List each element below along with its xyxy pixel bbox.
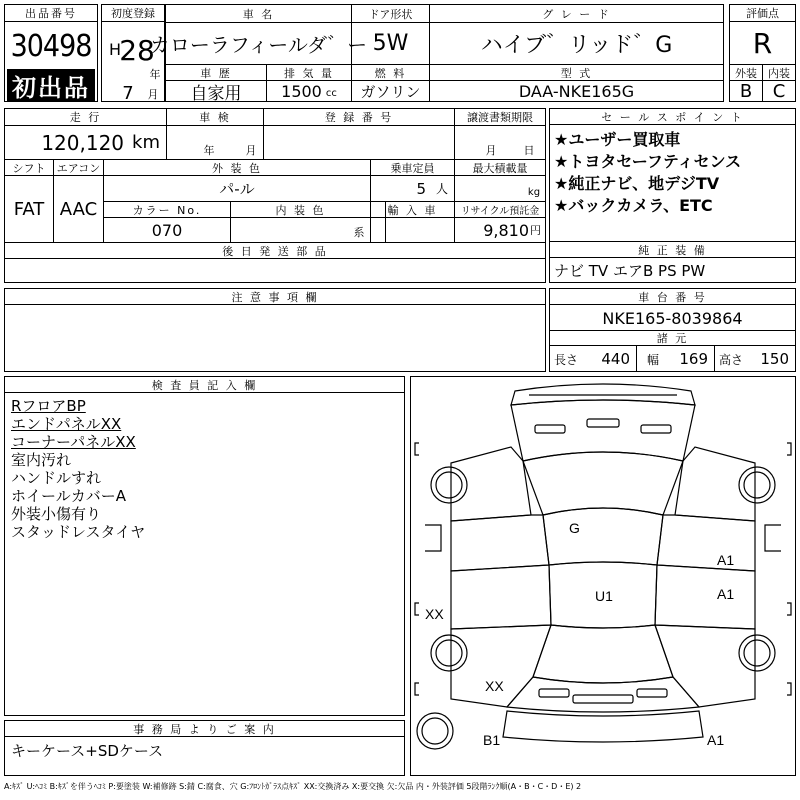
ext-grade-label: 外装 [735,66,757,80]
sales-points-label: セ ー ル ス ポ イ ン ト [550,109,795,125]
lot-number-label: 出品番号 [5,5,97,22]
capacity-label: 乗車定員 [390,161,435,175]
ext-grade: B [739,81,753,102]
later-parts-label: 後 日 発 送 部 品 [222,244,328,258]
registration-year: 28 [119,33,155,67]
model-label: 型 式 [560,66,593,80]
height-label: 高さ [719,352,744,367]
car-name-label: 車 名 [242,7,275,21]
shift-label: シフト [12,161,46,175]
score-box [729,4,796,102]
inspector-note: RフロアBP [11,397,86,415]
chassis-label: 車 台 番 号 [550,289,795,305]
damage-mark-rear-bumper-right: A1 [707,732,725,748]
recycle-value: 9,810 [483,220,529,240]
capacity [371,176,454,201]
transfer-label: 譲渡書類期限 [467,111,533,124]
grade-label: グ レ ー ド [542,7,611,21]
inspector-note: スタッドレスタイヤ [11,523,146,541]
inspector-note: ホイールカバーA [11,487,126,505]
registration-era: H [108,39,122,59]
inspector-note: 室内汚れ [11,451,72,469]
fuel-label: 燃 料 [374,66,407,80]
import-label: 輸 入 車 [387,203,438,217]
inspector-box [4,376,405,716]
length-value: 440 [601,350,630,368]
capacity-value: 5 [416,179,426,198]
sales-points-box [549,108,796,283]
car-name: カローラフィールダ゛ー [149,33,368,57]
dims-label: 諸 元 [550,330,795,346]
damage-mark-right-rear-door: A1 [717,586,735,602]
first-listing-badge: 初出品 [7,69,95,101]
office-note: キーケース+SDケース [11,741,164,760]
registration-month-unit: 月 [147,88,159,101]
car-diagram [411,377,795,775]
mileage-unit: km [132,132,160,153]
damage-legend: A:ｷｽﾞ U:ﾍｺﾐ B:ｷｽﾞを伴うﾍｺﾐ P:要塗装 W:補修跡 S:錆 C:腐食、穴 G:ﾌﾛﾝﾄｶﾞﾗｽ点ｷｽﾞ XX:交換済み X:要交換 欠:欠品 内・外装評価 5段階ﾗﾝｸ順(A・B・C・D・E) 2 [4,781,582,791]
color-no-label: カラー No. [132,203,202,217]
inspector-label: 検 査 員 記 入 欄 [5,377,404,393]
int-grade: C [772,81,786,102]
sales-point: ★ユーザー買取車 [554,130,681,149]
width [637,347,714,371]
door-label: ドア形状 [368,7,413,21]
notice-label: 注 意 事 項 欄 [5,289,545,305]
transfer-day-unit: 日 [523,144,535,157]
color-no: 070 [151,220,183,240]
mileage [5,126,166,159]
load-unit: kg [527,186,541,198]
length [550,347,636,371]
damage-mark-left-rear-panel: XX [425,606,444,622]
inspection-month-unit: 月 [245,144,257,157]
sales-point: ★バックカメラ、ETC [554,196,713,215]
ac: AAC [59,198,98,220]
chassis-number: NKE165-8039864 [602,308,743,328]
damage-mark-rear-bumper-left: B1 [483,732,501,748]
model: DAA-NKE165G [518,82,635,101]
inspector-note: エンドパネルXX [11,415,122,433]
office-box [4,720,405,776]
grade: ハイブ゛リッド゛G [480,33,673,58]
fuel: ガソリン [360,83,421,101]
displacement [267,81,351,102]
damage-mark-right-front-door: A1 [717,552,735,568]
displacement-unit: cc [325,88,337,99]
notice-box [4,288,546,372]
sales-point: ★トヨタセーフティセンス [554,152,742,171]
mileage-label: 走 行 [69,111,102,124]
details-box [4,108,546,283]
height-value: 150 [760,350,789,368]
plate-label: 登 録 番 号 [324,111,394,124]
damage-mark-rear-corner: XX [485,678,504,694]
capacity-unit: 人 [435,182,448,196]
inspector-note: 外装小傷有り [11,505,102,523]
history-label: 車 歴 [200,66,232,80]
score: R [752,27,773,60]
sales-point: ★純正ナビ、地デジTV [554,174,720,193]
inspection-label: 車 検 [199,111,231,124]
registration-label: 初度登録 [102,5,164,22]
recycle-fee [455,218,545,242]
mileage-value: 120,120 [41,130,125,155]
recycle-label: リサイクル預託金 [460,206,540,217]
ext-color: パ-ル [219,180,255,198]
height [715,347,795,371]
inspector-note: ハンドルすれ [11,469,102,487]
load-label: 最大積載量 [472,161,528,175]
width-value: 169 [679,350,708,368]
int-color-label: 内 装 色 [275,203,326,217]
inspector-notes [11,397,145,541]
int-color-unit: 系 [353,226,365,239]
width-label: 幅 [647,352,660,367]
int-grade-label: 内装 [768,66,790,80]
chassis-box [549,288,796,372]
shift: FAT [13,198,45,220]
lot-number: 30498 [10,28,92,64]
length-label: 長さ [554,352,579,367]
damage-mark-roof: U1 [595,588,613,604]
sales-points-list [554,129,794,217]
score-label: 評価点 [730,5,795,22]
lot-number-box [4,4,98,102]
recycle-unit: 円 [530,224,541,237]
displacement-label: 排 気 量 [284,66,334,80]
transfer-month-unit: 月 [485,144,497,157]
inspection-year-unit: 年 [203,144,215,157]
equipment-label: 純 正 装 備 [550,242,795,258]
car-diagram-box [410,376,796,776]
ac-label: エアコン [56,161,101,175]
equipment: ナビ TV エアB PS PW [554,262,706,280]
history: 自家用 [190,84,242,104]
inspector-note: コーナーパネルXX [11,433,136,451]
ext-color-label: 外 装 色 [212,161,262,175]
displacement-value: 1500 [281,82,322,101]
office-label: 事 務 局 よ り ご 案 内 [5,721,404,737]
registration-year-unit: 年 [149,68,161,81]
registration-month: 7 [122,82,134,104]
vehicle-info-box [149,4,724,104]
door-type: 5W [372,31,409,56]
damage-mark-hood: G [569,520,580,536]
